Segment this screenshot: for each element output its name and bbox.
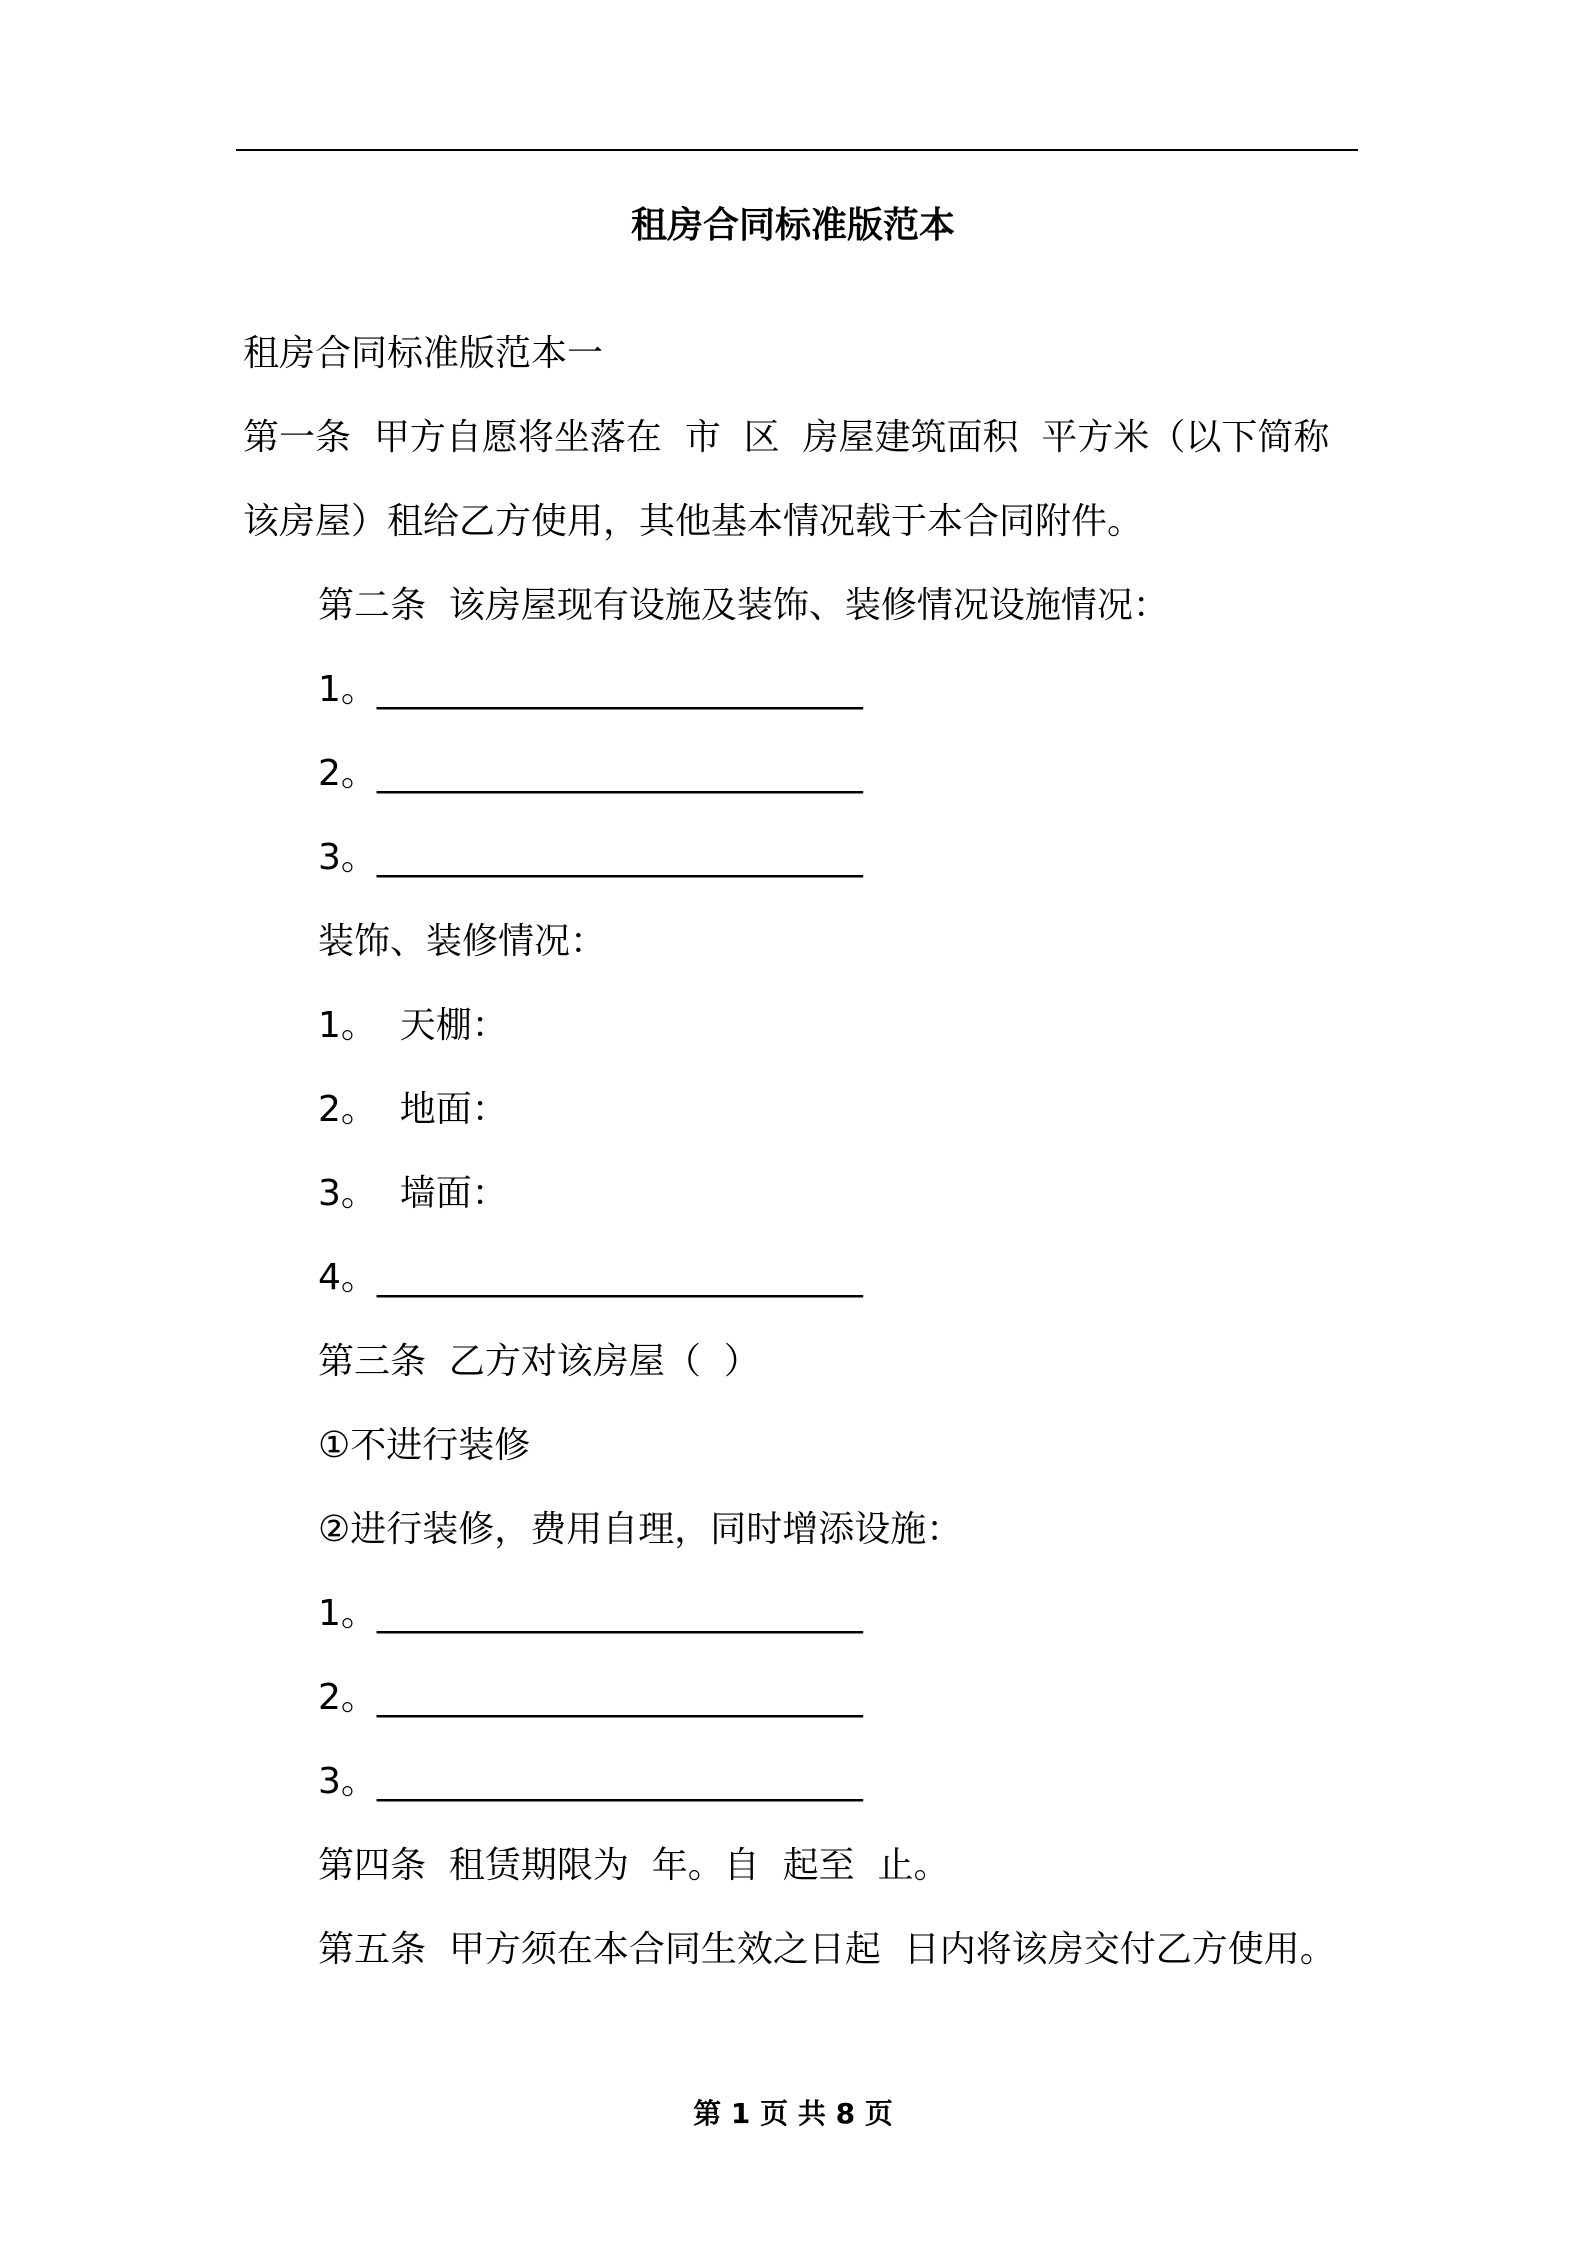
decoration-wall: 3。 墙面： [318, 1173, 508, 1214]
clause-3-option-2: ②进行装修，费用自理，同时增添设施： [318, 1509, 963, 1550]
clause-3: 第三条 乙方对该房屋（ ） [318, 1341, 760, 1382]
clause-4: 第四条 租赁期限为 年。自 起至 止。 [318, 1845, 950, 1886]
facility-item-3: 3。___________________________ [318, 837, 863, 878]
facility-item-2: 2。___________________________ [318, 753, 863, 794]
clause-1-line-2: 该房屋）租给乙方使用，其他基本情况载于本合同附件。 [243, 501, 1144, 542]
added-facility-1: 1。___________________________ [318, 1593, 863, 1634]
decoration-item-4: 4。___________________________ [318, 1257, 863, 1298]
document-title: 租房合同标准版范本 [630, 205, 955, 246]
clause-5: 第五条 甲方须在本合同生效之日起 日内将该房交付乙方使用。 [318, 1929, 1336, 1970]
decoration-ceiling: 1。 天棚： [318, 1005, 508, 1046]
clause-1-line-1: 第一条 甲方自愿将坐落在 市 区 房屋建筑面积 平方米（以下简称 [243, 417, 1330, 458]
decoration-floor: 2。 地面： [318, 1089, 508, 1130]
header-rule [236, 149, 1358, 151]
clause-2: 第二条 该房屋现有设施及装饰、装修情况设施情况： [318, 585, 1169, 626]
clause-3-option-1: ①不进行装修 [318, 1425, 531, 1466]
added-facility-3: 3。___________________________ [318, 1761, 863, 1802]
section-heading: 租房合同标准版范本一 [243, 333, 604, 374]
facility-item-1: 1。___________________________ [318, 669, 863, 710]
page-number-footer: 第 1 页 共 8 页 [693, 2097, 893, 2130]
decoration-heading: 装饰、装修情况： [318, 921, 607, 962]
added-facility-2: 2。___________________________ [318, 1677, 863, 1718]
